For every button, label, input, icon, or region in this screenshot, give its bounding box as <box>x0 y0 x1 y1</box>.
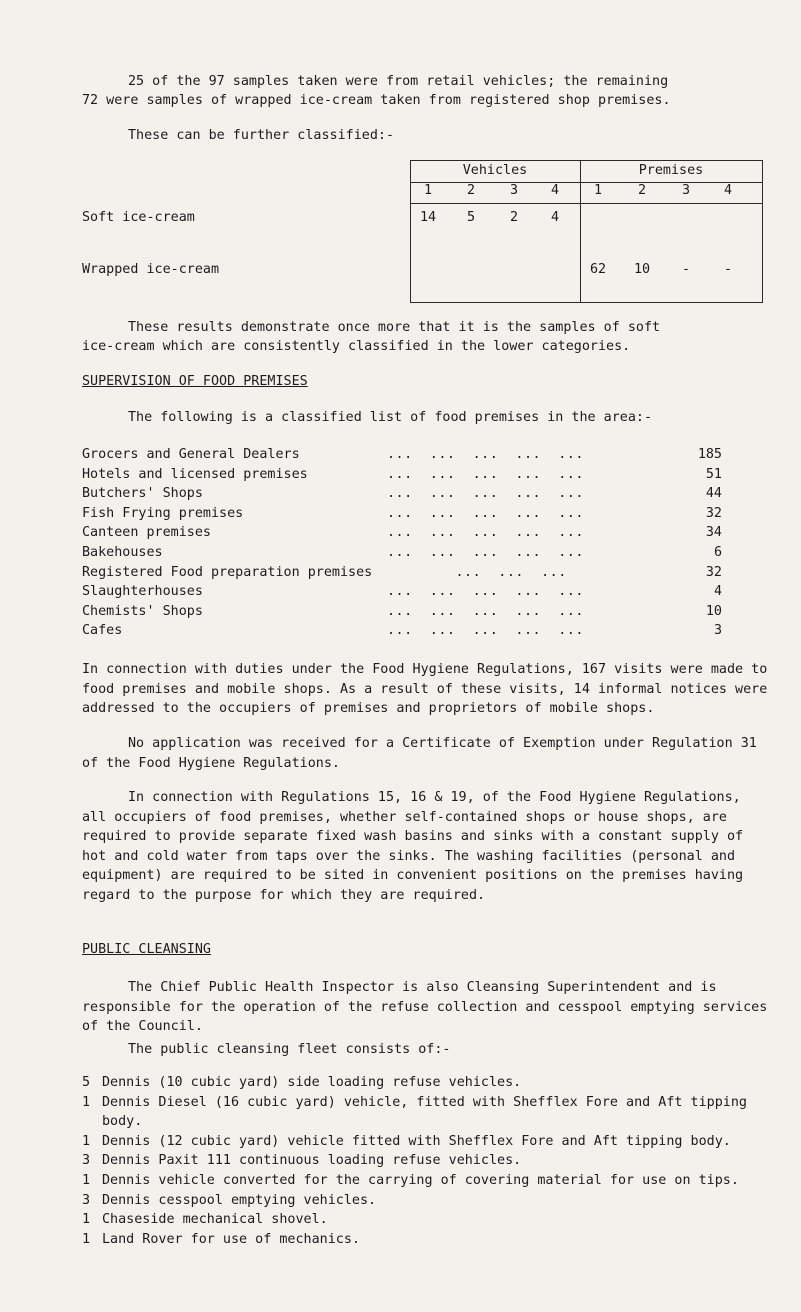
premises-count: 44 <box>705 486 722 502</box>
list-item <box>82 602 722 622</box>
leader-dots: ... ... ... ... ... <box>387 544 584 560</box>
row-label-wrapped: Wrapped ice-cream <box>82 262 220 277</box>
leader-dots: ... ... ... ... ... <box>387 447 584 462</box>
table-cell: 14 <box>419 210 437 225</box>
leader-dots: ... ... ... ... ... <box>387 486 584 502</box>
list-item <box>82 621 722 641</box>
results-line-2: ice-cream which are consistently classified in the lower categories. <box>82 339 631 354</box>
list-item <box>82 484 722 504</box>
list-item <box>82 563 722 583</box>
list-item <box>82 582 722 602</box>
leader-dots: ... ... ... <box>387 564 567 580</box>
leader-dots: ... ... ... ... ... <box>387 603 584 619</box>
table-cell: - <box>681 262 691 277</box>
premises-name: Chemists' Shops <box>82 603 203 619</box>
list-item <box>82 1093 772 1132</box>
exemption-paragraph: No application was received for a Certificate of Exemption under Regulation 31 of the Food Hygiene Regulations. <box>82 736 757 771</box>
grade-header: 4 <box>550 183 560 198</box>
row-label-soft: Soft ice-cream <box>82 210 195 225</box>
fleet-desc: Dennis (10 cubic yard) side loading refuse vehicles. <box>102 1075 522 1090</box>
fleet-qty: 1 <box>82 1231 91 1247</box>
list-item <box>82 523 722 543</box>
table-cell: 5 <box>466 210 476 225</box>
premises-count: 4 <box>713 584 722 600</box>
classified-intro: These can be further classified:- <box>128 128 395 143</box>
list-item <box>82 1210 772 1230</box>
grade-header: 1 <box>423 183 433 198</box>
fleet-qty: 1 <box>82 1133 91 1149</box>
list-item <box>82 1073 772 1093</box>
intro-line-2: 72 were samples of wrapped ice-cream taken from registered shop premises. <box>82 93 671 108</box>
list-item <box>82 1151 772 1171</box>
leader-dots: ... ... ... ... ... <box>387 623 584 639</box>
premises-count: 34 <box>705 525 722 541</box>
list-intro: The following is a classified list of food premises in the area:- <box>128 410 653 425</box>
table-cell: - <box>723 262 733 277</box>
premises-count: 10 <box>705 603 722 619</box>
regulations-paragraph: In connection with Regulations 15, 16 & 19, of the Food Hygiene Regulations, all occupiers of food premises, whether self-contained shops or house shops, are required to provide separate fixed wash basins and sinks with a constant supply of hot and cold water from taps over the sinks. The washing facilities (personal and equipment) are required to be sited in convenient positions on the premises having regard to the purpose for which they are required. <box>82 790 744 903</box>
grade-header: 4 <box>723 183 733 198</box>
group-header-premises: Premises <box>638 163 704 178</box>
premises-name: Slaughterhouses <box>82 584 203 600</box>
classification-table <box>82 160 772 300</box>
list-item <box>82 543 722 563</box>
premises-list <box>82 445 722 641</box>
premises-name: Canteen premises <box>82 525 211 541</box>
list-item <box>82 1132 772 1152</box>
table-cell: 10 <box>633 262 651 277</box>
grade-header: 2 <box>466 183 476 198</box>
supervision-heading: SUPERVISION OF FOOD PREMISES <box>82 374 308 389</box>
premises-name: Fish Frying premises <box>82 505 244 521</box>
fleet-qty: 1 <box>82 1172 91 1188</box>
intro-line-1: 25 of the 97 samples taken were from retail vehicles; the remaining <box>128 74 669 89</box>
premises-name: Hotels and licensed premises <box>82 466 308 482</box>
leader-dots: ... ... ... ... ... <box>387 525 584 541</box>
premises-count: 32 <box>705 564 722 580</box>
premises-name: Grocers and General Dealers <box>82 447 300 462</box>
leader-dots: ... ... ... ... ... <box>387 584 584 600</box>
premises-count: 185 <box>697 447 722 462</box>
list-item <box>82 1191 772 1211</box>
grade-header: 3 <box>681 183 691 198</box>
fleet-desc: Land Rover for use of mechanics. <box>102 1231 360 1247</box>
list-item <box>82 504 722 524</box>
leader-dots: ... ... ... ... ... <box>387 505 584 521</box>
premises-name: Bakehouses <box>82 544 163 560</box>
leader-dots: ... ... ... ... ... <box>387 466 584 482</box>
list-item <box>82 445 722 465</box>
fleet-intro: The public cleansing fleet consists of:- <box>128 1042 451 1057</box>
visits-paragraph: In connection with duties under the Food Hygiene Regulations, 167 visits were made to food premises and mobile shops. As a result of these visits, 14 informal notices were addressed to the occupiers of premises and proprietors of mobile shops. <box>82 662 768 717</box>
group-header-vehicles: Vehicles <box>462 163 528 178</box>
fleet-desc: Chaseside mechanical shovel. <box>102 1212 328 1228</box>
premises-count: 32 <box>705 505 722 521</box>
premises-count: 6 <box>713 544 722 560</box>
fleet-qty: 3 <box>82 1153 91 1169</box>
list-item <box>82 465 722 485</box>
fleet-qty: 1 <box>82 1094 91 1110</box>
table-cell: 4 <box>550 210 560 225</box>
table-cell: 2 <box>509 210 519 225</box>
fleet-desc: Dennis vehicle converted for the carrying of covering material for use on tips. <box>102 1172 739 1188</box>
premises-name: Cafes <box>82 623 123 639</box>
grade-header: 2 <box>637 183 647 198</box>
grade-header: 3 <box>509 183 519 198</box>
grade-header: 1 <box>593 183 603 198</box>
inspector-paragraph: The Chief Public Health Inspector is also Cleansing Superintendent and is responsible for the operation of the refuse collection and cesspool emptying services of the Council. <box>82 980 768 1035</box>
fleet-qty: 3 <box>82 1192 91 1208</box>
premises-count: 3 <box>713 623 722 639</box>
results-line-1: These results demonstrate once more that it is the samples of soft <box>128 320 661 335</box>
table-cell: 62 <box>589 262 607 277</box>
fleet-qty: 5 <box>82 1075 91 1090</box>
fleet-qty: 1 <box>82 1212 91 1228</box>
cleansing-heading: PUBLIC CLEANSING <box>82 942 211 957</box>
fleet-list <box>82 1073 772 1249</box>
fleet-desc: Dennis Diesel (16 cubic yard) vehicle, fitted with Shefflex Fore and Aft tipping body. <box>102 1094 747 1130</box>
premises-count: 51 <box>705 466 722 482</box>
list-item <box>82 1171 772 1191</box>
premises-name: Registered Food preparation premises <box>82 564 373 580</box>
fleet-desc: Dennis Paxit 111 continuous loading refuse vehicles. <box>102 1153 522 1169</box>
fleet-desc: Dennis cesspool emptying vehicles. <box>102 1192 377 1208</box>
list-item <box>82 1230 772 1250</box>
premises-name: Butchers' Shops <box>82 486 203 502</box>
fleet-desc: Dennis (12 cubic yard) vehicle fitted with Shefflex Fore and Aft tipping body. <box>102 1133 731 1149</box>
